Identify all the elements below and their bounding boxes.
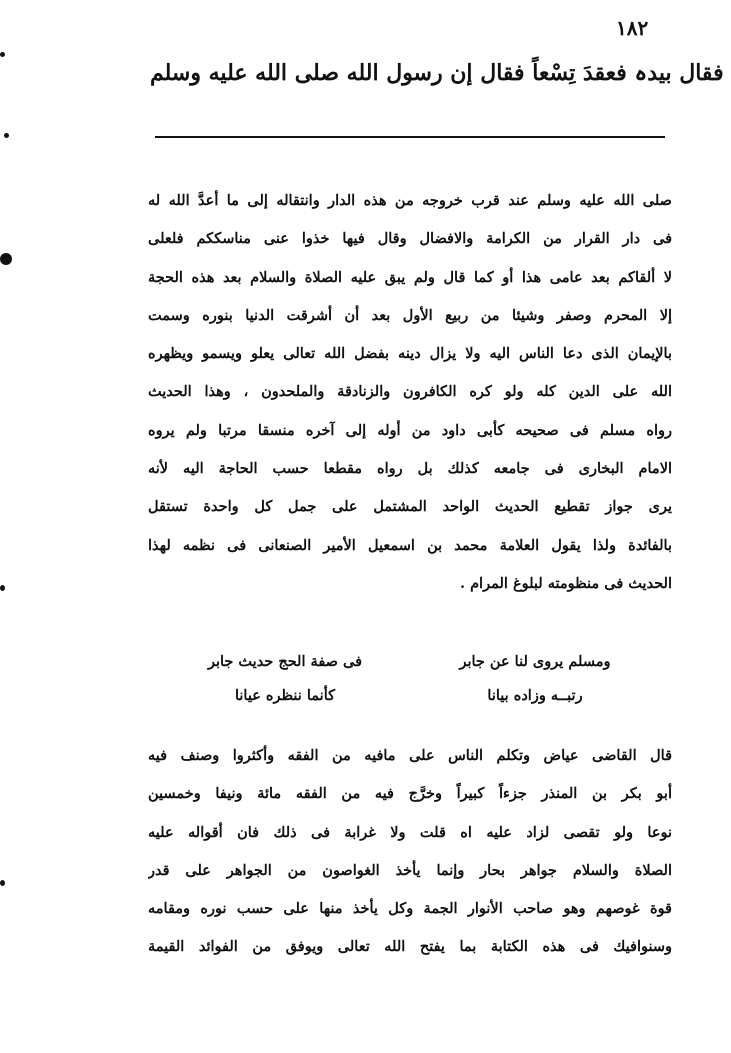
scan-speck [4,133,9,138]
scan-speck [0,880,5,886]
text-line: أبو بكر بن المنذر جزءاً كبيراً وخرَّج فيه من الفقه مائة ونيفا وخمسين [148,785,672,803]
verse-row [180,645,640,679]
text-line: صلى الله عليه وسلم عند قرب خروجه من هذه الدار وانتقاله إلى ما أعدَّ الله له [148,192,672,209]
scan-speck [0,585,5,591]
verse-hemistich-right: ومسلم يروى لنا عن جابر [459,653,611,670]
text-line: إلا المحرم وصفر وشيئا من ربيع الأول بعد أن أشرقت الدنيا بنوره وسمت [148,306,672,324]
text-line: الحديث فى منظومته لبلوغ المرام . [459,574,672,592]
poem-verse [180,645,640,713]
paragraph-1 [148,182,672,603]
paragraph-2 [148,737,672,967]
scan-speck [0,253,12,265]
text-line: لا ألقاكم بعد عامى هذا أو كما قال ولم يبق عليه الصلاة والسلام بعد هذه الحجة [148,268,672,286]
text-line: بالفائدة ولذا يقول العلامة محمد بن اسمعيل الأمير الصنعانى فى نظمه لهذا [148,536,672,554]
verse-row [180,679,640,713]
text-line: قال القاضى عياض وتكلم الناس على مافيه من الفقه وأكثروا وصنف فيه [148,747,672,764]
verse-hemistich-right: رتبــه وزاده بيانا [487,687,583,704]
text-line: الله على الدين كله ولو كره الكافرون والزنادقة والملحدون ، وهذا الحديث [148,383,672,401]
text-line: نوعا ولو تقصى لزاد عليه اه قلت ولا غرابة فى ذلك فان أقواله عليه [148,823,672,841]
text-line: يرى جواز تقطيع الحديث الواحد المشتمل على جمل كل واحدة تستقل [148,498,672,516]
text-line: فى دار القرار من الكرامة والافضال وقال فيها خذوا عنى مناسككم فلعلى [148,230,672,248]
text-line: الصلاة والسلام جواهر بحار وإنما يأخذ الغواصون من الجواهر على قدر [148,861,672,879]
verse-hemistich-left: فى صفة الحج حديث جابر [207,653,363,670]
page-heading: فقال بيدہ فعقدَ تِسْعاً فقال إن رسول الله صلى الله عليه وسلم [150,60,724,86]
text-line: قوة غوصهم وهو صاحب الأنوار الجمة وكل يأخذ منها على حسب نوره ومقامه [148,900,672,918]
text-line: بالإيمان الذى دعا الناس اليه ولا يزال دينه بفضل الله تعالى يعلو ويسمو ويظهره [148,345,672,363]
verse-hemistich-left: كأنما ننظره عيانا [234,687,336,704]
text-line: وسنوافيك فى هذه الكتابة بما يفتح الله تعالى ويوفق من الفوائد القيمة [148,938,672,956]
text-line: رواه مسلم فى صحيحه كأبى داود من أوله إلى آخره منسقا مرتبا ولم يروه [148,421,672,439]
page-number: ١٨٢ [616,16,649,40]
heading-divider [155,136,665,138]
scan-speck [0,52,5,57]
text-line: الامام البخارى فى جامعه كذلك بل رواه مقطعا حسب الحاجة اليه لأنه [148,460,672,478]
